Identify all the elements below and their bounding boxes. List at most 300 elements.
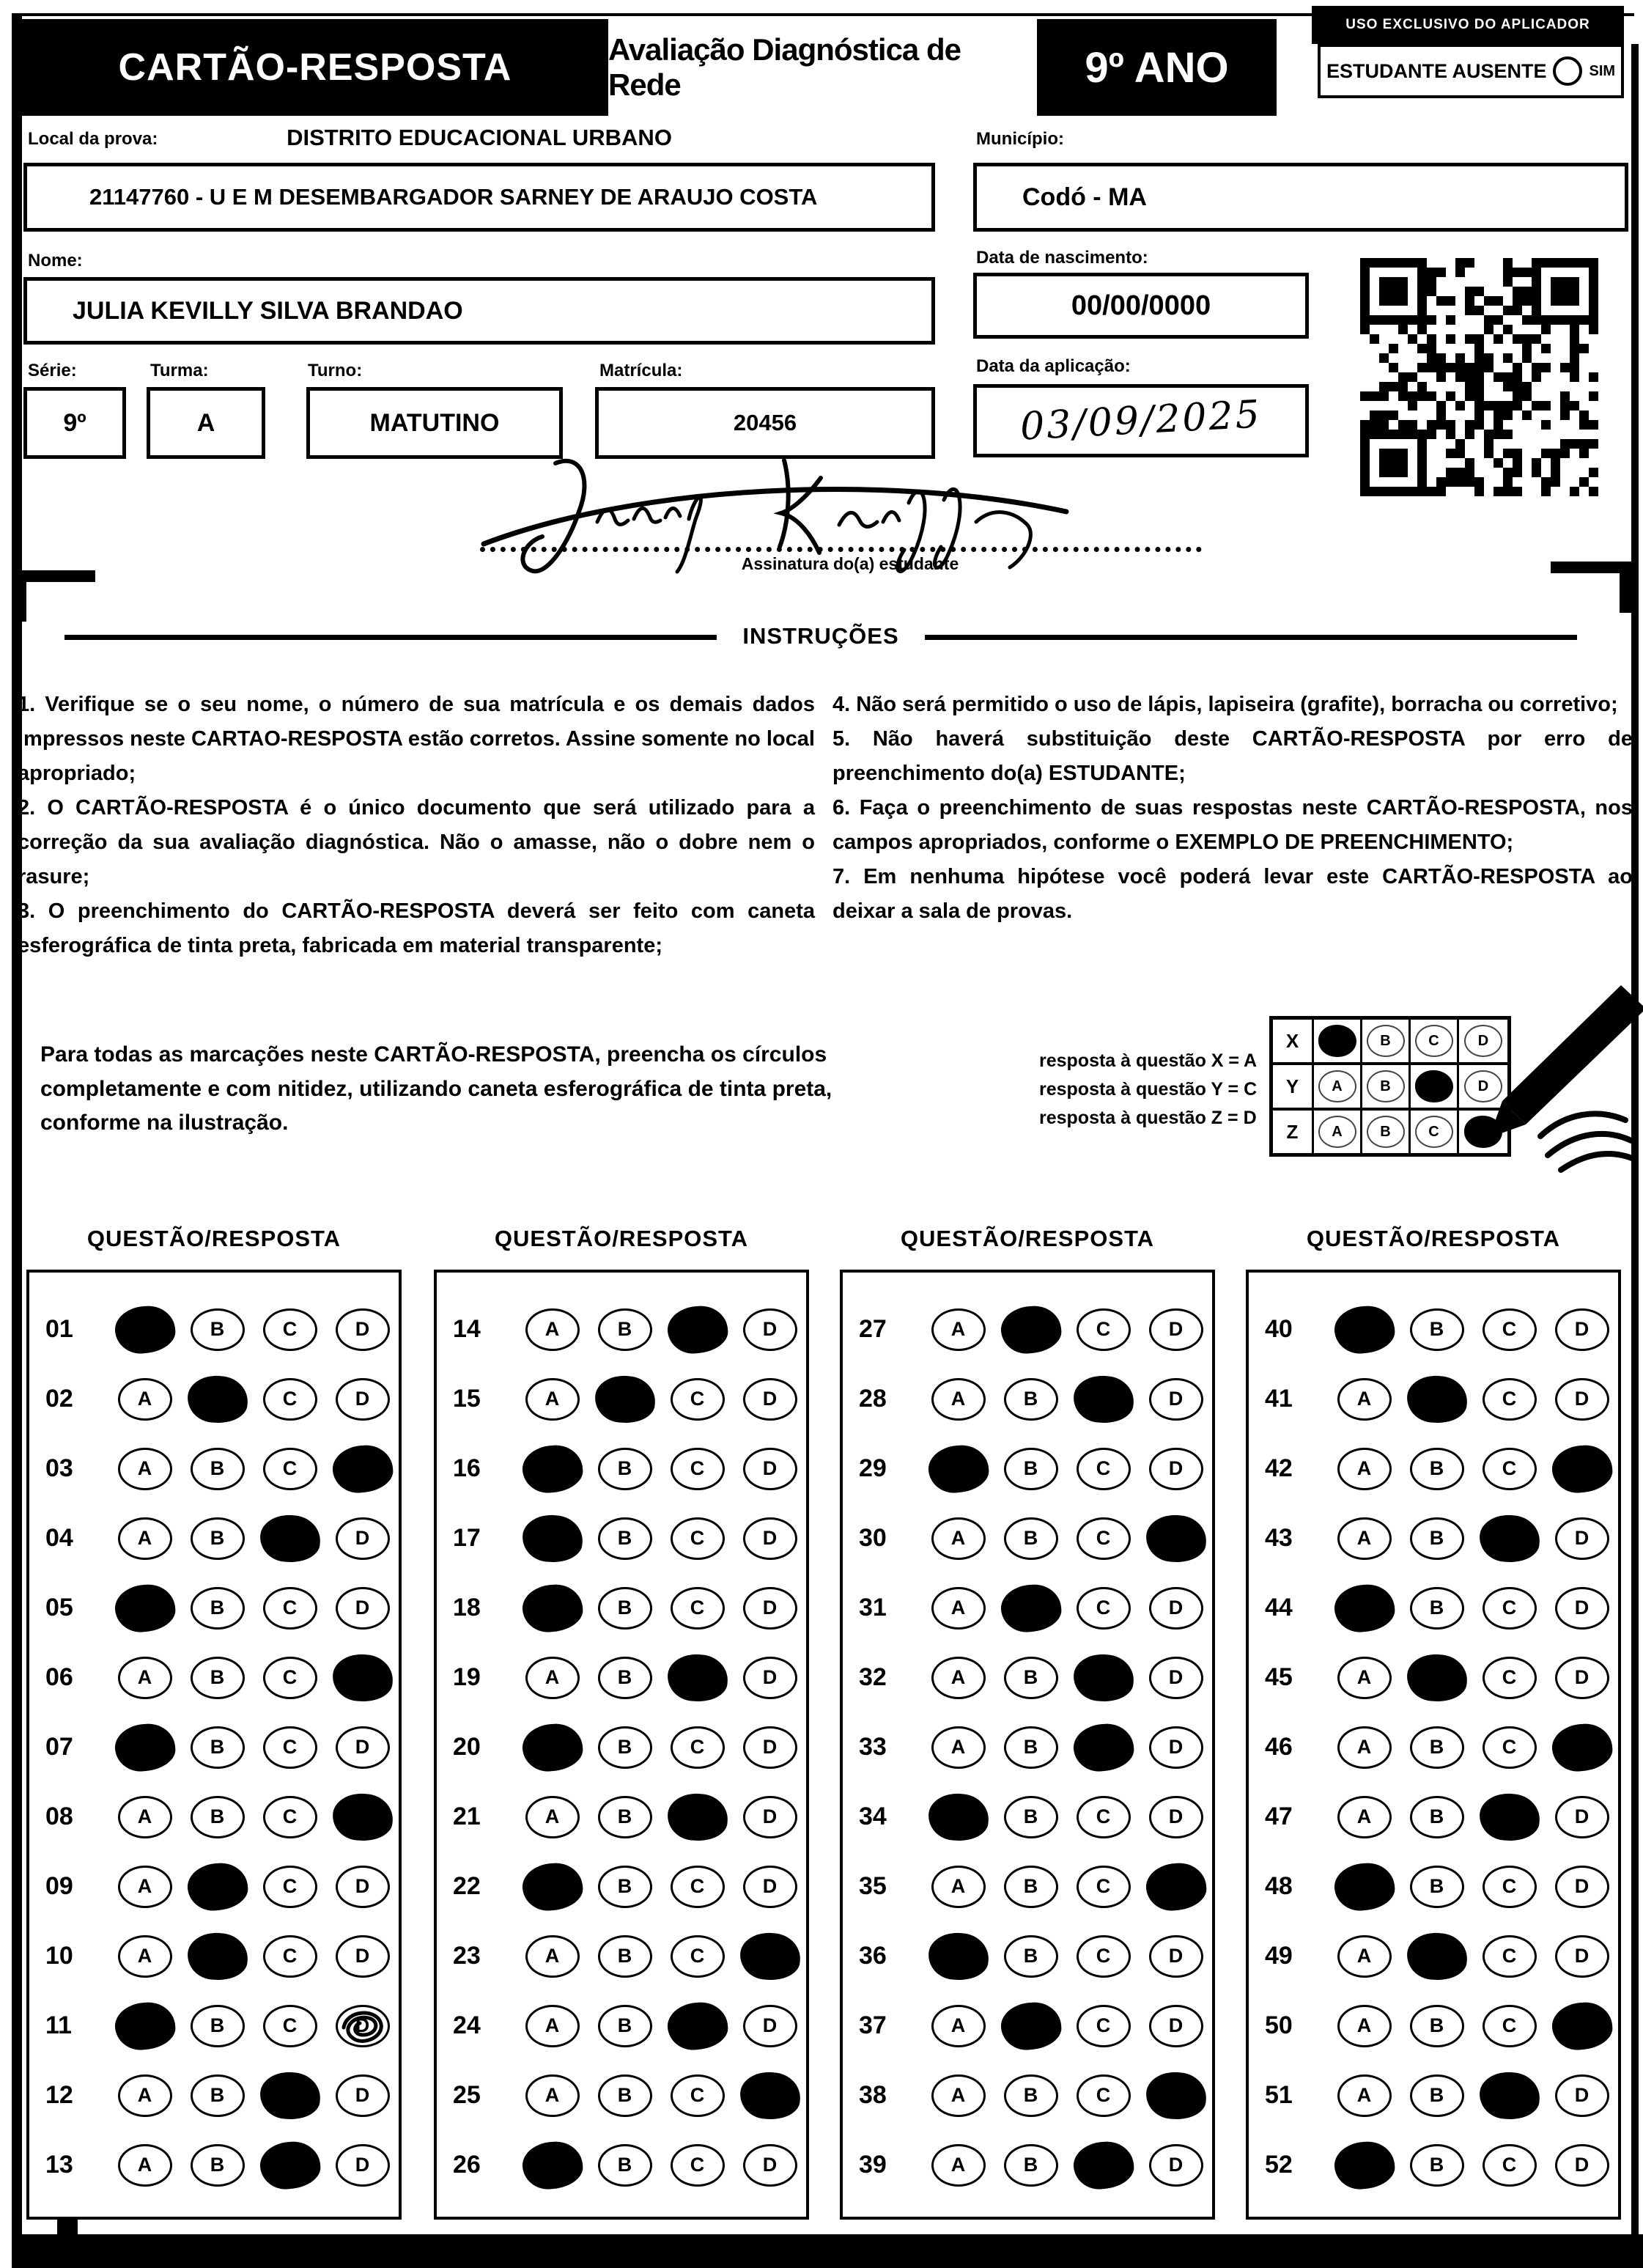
answer-bubble[interactable]: B [1004, 1517, 1058, 1560]
answer-bubble[interactable]: D [1149, 1796, 1203, 1838]
answer-bubble[interactable]: C [263, 1657, 317, 1699]
answer-bubble[interactable]: C [1077, 1308, 1131, 1351]
answer-bubble[interactable]: D [1149, 1587, 1203, 1630]
answer-bubble-filled[interactable] [1405, 1374, 1468, 1425]
answer-bubble[interactable]: C [1483, 2144, 1537, 2187]
answer-option-cell [922, 1866, 994, 1908]
answer-bubble[interactable]: A [525, 1378, 580, 1421]
answer-option-cell [1400, 1654, 1473, 1701]
answer-bubble[interactable]: A [1337, 1657, 1392, 1699]
answer-bubble[interactable]: D [743, 1587, 797, 1630]
answer-option-cell [1067, 2005, 1140, 2047]
answer-bubble[interactable]: B [598, 1726, 652, 1769]
answer-bubble[interactable]: D [1555, 2074, 1609, 2117]
example-bubble: D [1464, 1025, 1502, 1057]
answer-option-cell [516, 1446, 588, 1492]
answer-bubble[interactable]: C [671, 1517, 725, 1560]
answer-bubble-filled[interactable] [738, 2070, 801, 2121]
answer-bubble-filled[interactable] [1477, 1792, 1540, 1843]
answer-bubble[interactable]: C [1077, 2005, 1131, 2047]
answer-bubble-filled[interactable] [331, 1652, 394, 1704]
answer-bubble[interactable]: D [1555, 1587, 1609, 1630]
answer-bubble[interactable]: B [191, 1448, 245, 1490]
answer-bubble[interactable]: C [1483, 1378, 1537, 1421]
answer-option-cell [181, 1448, 254, 1490]
answer-bubble-filled[interactable] [1405, 1652, 1468, 1704]
answer-row [437, 1712, 806, 1782]
answer-option-cell [516, 2005, 588, 2047]
answer-bubble-filled[interactable] [1332, 1582, 1396, 1634]
answer-option-cell [734, 1866, 806, 1908]
corner-mark-left [15, 570, 95, 622]
answer-bubble[interactable]: B [1410, 1866, 1464, 1908]
answer-option-cell [994, 1796, 1067, 1838]
answer-bubble-filled[interactable] [1071, 2139, 1135, 2191]
answer-bubble[interactable]: C [1483, 2005, 1537, 2047]
nascimento-value: 00/00/0000 [1071, 290, 1211, 321]
answer-option-cell [922, 2144, 994, 2187]
answer-bubble[interactable]: A [118, 1517, 172, 1560]
answer-bubble[interactable]: A [118, 1378, 172, 1421]
answer-bubble[interactable]: B [1004, 1378, 1058, 1421]
answer-bubble[interactable]: C [671, 1448, 725, 1490]
answer-option-cell [1328, 2005, 1400, 2047]
answer-row [843, 2061, 1212, 2130]
answer-option-cell [181, 1863, 254, 1910]
answer-option-cell [254, 1378, 326, 1421]
example-grid [1269, 1016, 1511, 1157]
question-number: 40 [1265, 1315, 1293, 1343]
question-number: 03 [45, 1454, 73, 1482]
answer-row [29, 1852, 399, 1921]
answer-bubble-filled[interactable] [331, 1792, 394, 1843]
answer-option-cell [1328, 1378, 1400, 1421]
answer-bubble[interactable]: B [1004, 1726, 1058, 1769]
absent-bubble[interactable] [1553, 56, 1582, 86]
answer-bubble[interactable]: A [118, 1796, 172, 1838]
answer-bubble[interactable]: B [1410, 1448, 1464, 1490]
answer-bubble[interactable]: B [598, 1866, 652, 1908]
answer-bubble[interactable]: A [1337, 1726, 1392, 1769]
answer-bubble[interactable]: B [1410, 1587, 1464, 1630]
answer-bubble-filled[interactable] [999, 1582, 1063, 1634]
answer-bubble[interactable]: D [743, 1308, 797, 1351]
answer-bubble-filled[interactable] [520, 1513, 583, 1564]
answer-bubble[interactable]: D [743, 1378, 797, 1421]
answer-row [843, 1573, 1212, 1643]
answer-bubble[interactable]: B [598, 2074, 652, 2117]
answer-bubble[interactable]: B [1410, 1308, 1464, 1351]
answer-option-cell [1067, 1517, 1140, 1560]
answer-option-cell [1067, 1587, 1140, 1630]
answer-bubble-filled[interactable] [258, 1513, 321, 1564]
answer-bubble[interactable]: B [598, 2005, 652, 2047]
answer-bubble-filled[interactable] [258, 2070, 321, 2121]
question-number: 35 [859, 1872, 887, 1900]
answer-bubble[interactable]: D [336, 1866, 390, 1908]
answer-bubble[interactable]: B [191, 1657, 245, 1699]
answer-bubble-filled[interactable] [1332, 1303, 1396, 1355]
answer-bubble[interactable]: A [931, 1587, 986, 1630]
answer-bubble[interactable]: B [191, 2144, 245, 2187]
example-option-cell [1411, 1111, 1459, 1153]
answer-bubble[interactable]: C [1077, 1587, 1131, 1630]
answer-option-cell [922, 1517, 994, 1560]
answer-bubble[interactable]: B [1410, 1726, 1464, 1769]
question-number: 31 [859, 1594, 887, 1621]
answer-bubble[interactable]: D [1149, 1448, 1203, 1490]
answer-bubble[interactable]: C [1483, 1448, 1537, 1490]
answer-bubble[interactable]: C [671, 2144, 725, 2187]
answer-bubble-filled[interactable] [926, 1443, 990, 1495]
answer-bubble-filled[interactable] [113, 1303, 177, 1355]
answer-bubble[interactable]: C [671, 1726, 725, 1769]
answer-bubble[interactable]: A [931, 1517, 986, 1560]
answer-bubble[interactable]: A [525, 1308, 580, 1351]
answer-bubble[interactable]: A [118, 1448, 172, 1490]
answer-bubble[interactable]: C [1077, 1866, 1131, 1908]
answer-option-cell [994, 1306, 1067, 1353]
answer-bubble-filled[interactable] [1071, 1652, 1134, 1704]
answer-bubble-filled[interactable] [520, 1860, 584, 1912]
answer-bubble-filled[interactable] [113, 2000, 177, 2052]
example-bubble: B [1367, 1025, 1405, 1057]
answer-bubble-filled[interactable] [520, 1721, 584, 1773]
answer-bubble[interactable]: D [743, 2144, 797, 2187]
answer-bubble[interactable]: D [336, 1308, 390, 1351]
answer-bubble[interactable]: A [931, 2005, 986, 2047]
answer-option-cell [1546, 1866, 1618, 1908]
answer-bubble-filled[interactable] [1405, 1931, 1468, 1982]
answer-bubble-filled[interactable] [520, 2139, 584, 2191]
answer-bubble[interactable]: A [525, 2005, 580, 2047]
serie-value: 9º [63, 408, 86, 437]
answer-bubble[interactable]: D [1149, 1935, 1203, 1978]
answer-bubble[interactable]: C [671, 1935, 725, 1978]
answer-bubble[interactable]: D [743, 1866, 797, 1908]
answer-bubble[interactable]: A [525, 1935, 580, 1978]
answer-option-cell [1067, 1308, 1140, 1351]
answer-bubble-filled[interactable] [999, 1303, 1063, 1355]
answer-bubble[interactable]: C [1483, 1726, 1537, 1769]
answer-row [1249, 1852, 1618, 1921]
answer-option-cell [108, 1517, 181, 1560]
answer-bubble-filled[interactable] [1550, 1721, 1614, 1773]
answer-bubble[interactable]: C [263, 1378, 317, 1421]
answer-bubble[interactable]: B [191, 2005, 245, 2047]
answer-bubble[interactable]: C [263, 1935, 317, 1978]
answer-bubble-filled[interactable] [665, 1652, 728, 1704]
answer-bubble[interactable]: D [336, 1587, 390, 1630]
question-number: 11 [45, 2011, 72, 2039]
answer-bubble[interactable]: A [1337, 1796, 1392, 1838]
absent-sim-label: SIM [1589, 62, 1616, 79]
answer-bubble[interactable]: C [263, 1587, 317, 1630]
answer-option-cell [254, 1308, 326, 1351]
answer-bubble[interactable]: B [191, 1308, 245, 1351]
answers-column-header: QUESTÃO/RESPOSTA [900, 1226, 1155, 1251]
answer-bubble-filled[interactable] [593, 1374, 656, 1425]
answer-option-cell [1473, 2005, 1546, 2047]
answer-bubble[interactable]: D [1149, 1308, 1203, 1351]
answer-bubble[interactable]: A [118, 2074, 172, 2117]
answer-option-cell [1400, 1376, 1473, 1423]
answer-bubble[interactable]: A [118, 2144, 172, 2187]
answer-bubble[interactable]: B [1004, 2074, 1058, 2117]
answer-bubble[interactable]: D [336, 1517, 390, 1560]
instructions-title: INSTRUÇÕES [742, 623, 899, 649]
answer-bubble[interactable]: D [1555, 1796, 1609, 1838]
answer-bubble[interactable]: B [191, 1726, 245, 1769]
question-number: 51 [1265, 2081, 1293, 2109]
answer-bubble[interactable]: B [1410, 2144, 1464, 2187]
answer-option-cell [254, 2142, 326, 2189]
answer-bubble-filled[interactable] [1071, 1374, 1134, 1425]
answer-row [843, 1364, 1212, 1434]
answer-bubble[interactable]: A [931, 1726, 986, 1769]
answer-bubble[interactable]: B [1004, 1866, 1058, 1908]
answer-option-cell [1546, 2074, 1618, 2117]
answer-option-cell [588, 1517, 661, 1560]
answer-bubble[interactable]: D [1555, 1866, 1609, 1908]
answer-option-cell [1140, 1796, 1212, 1838]
answer-bubble[interactable]: B [191, 1587, 245, 1630]
answer-bubble[interactable]: D [1555, 1935, 1609, 1978]
answer-option-cell [588, 2144, 661, 2187]
answer-bubble[interactable]: D [336, 1378, 390, 1421]
answer-bubble-filled[interactable] [665, 1303, 729, 1355]
answer-bubble-filled[interactable] [1144, 2070, 1207, 2121]
answer-bubble[interactable]: C [263, 1866, 317, 1908]
answer-bubble[interactable]: A [931, 1308, 986, 1351]
answer-option-cell [181, 1796, 254, 1838]
answer-option-cell [588, 1657, 661, 1699]
answer-bubble[interactable]: B [1004, 1657, 1058, 1699]
answer-bubble[interactable]: B [1004, 1935, 1058, 1978]
turma-box [147, 387, 265, 459]
answer-bubble-filled[interactable] [738, 1931, 801, 1982]
answer-bubble[interactable]: D [1555, 1378, 1609, 1421]
answer-bubble-filled[interactable] [1477, 2070, 1540, 2121]
answer-bubble[interactable]: B [1410, 1517, 1464, 1560]
answer-row [29, 1573, 399, 1643]
answer-bubble[interactable]: A [1337, 1448, 1392, 1490]
answer-bubble[interactable]: A [1337, 2074, 1392, 2117]
answer-bubble[interactable]: B [598, 2144, 652, 2187]
answer-bubble[interactable]: D [1555, 1308, 1609, 1351]
answer-option-cell [922, 1378, 994, 1421]
answer-option-cell [181, 2144, 254, 2187]
answer-bubble[interactable]: A [525, 2074, 580, 2117]
answer-bubble[interactable]: C [1077, 1517, 1131, 1560]
answer-bubble-filled[interactable] [331, 1443, 394, 1495]
answer-bubble-filled[interactable] [1144, 1860, 1208, 1912]
nome-value: JULIA KEVILLY SILVA BRANDAO [73, 296, 463, 325]
answer-bubble-filled[interactable] [1071, 1721, 1135, 1773]
answer-option-cell [1473, 1515, 1546, 1562]
answer-bubble-filled[interactable] [1144, 1513, 1207, 1564]
answer-bubble[interactable]: C [1077, 1796, 1131, 1838]
question-number: 19 [453, 1663, 481, 1691]
question-number: 24 [453, 2011, 481, 2039]
answer-option-cell [1067, 1935, 1140, 1978]
answer-option-cell [516, 1585, 588, 1632]
answer-option-cell [661, 1517, 734, 1560]
answer-option-cell [326, 2074, 399, 2117]
municipio-label: Município: [976, 129, 1064, 149]
answer-bubble[interactable]: C [1483, 1308, 1537, 1351]
answer-option-cell [994, 1866, 1067, 1908]
answer-option-cell [1140, 1657, 1212, 1699]
answer-bubble[interactable]: B [191, 1796, 245, 1838]
answer-bubble-filled[interactable] [1550, 2000, 1614, 2052]
answer-bubble[interactable]: A [118, 1866, 172, 1908]
answer-bubble[interactable]: C [263, 1448, 317, 1490]
answer-option-cell [516, 2074, 588, 2117]
answer-bubble-filled[interactable] [1332, 1860, 1396, 1912]
answer-bubble[interactable]: D [336, 2144, 390, 2187]
answer-bubble[interactable]: D [1149, 2005, 1203, 2047]
answer-bubble[interactable]: B [1410, 1796, 1464, 1838]
answer-bubble[interactable]: A [931, 1657, 986, 1699]
answer-bubble-filled[interactable] [113, 1721, 177, 1773]
aplicacao-label: Data da aplicação: [976, 356, 1131, 376]
answer-bubble[interactable]: C [671, 1866, 725, 1908]
answer-bubble[interactable]: A [525, 1796, 580, 1838]
answer-bubble[interactable]: A [931, 1866, 986, 1908]
answer-bubble[interactable]: C [263, 1726, 317, 1769]
answer-bubble[interactable]: C [1077, 1935, 1131, 1978]
answer-bubble[interactable]: B [1410, 2074, 1464, 2117]
answer-option-cell [1140, 1726, 1212, 1769]
answer-bubble[interactable]: C [671, 1587, 725, 1630]
answer-bubble[interactable]: A [1337, 1378, 1392, 1421]
answer-bubble-filled[interactable] [185, 1374, 248, 1425]
question-number: 49 [1265, 1942, 1293, 1970]
answer-option-cell [326, 1378, 399, 1421]
answer-bubble[interactable]: D [743, 1796, 797, 1838]
answer-bubble[interactable]: B [191, 1517, 245, 1560]
answer-bubble[interactable]: D [743, 1726, 797, 1769]
answer-bubble[interactable]: D [1149, 1726, 1203, 1769]
answer-bubble[interactable]: D [1149, 1378, 1203, 1421]
question-number: 16 [453, 1454, 481, 1482]
answer-bubble[interactable]: A [931, 2074, 986, 2117]
answers-column [840, 1226, 1215, 2220]
answer-bubble[interactable]: A [931, 1378, 986, 1421]
answer-bubble[interactable]: C [1483, 1866, 1537, 1908]
answer-bubble-filled[interactable] [113, 1582, 177, 1634]
answer-bubble-filled[interactable] [1477, 1513, 1540, 1564]
answer-bubble[interactable]: B [1004, 1448, 1058, 1490]
answer-bubble[interactable]: A [118, 1935, 172, 1978]
answer-bubble[interactable]: D [743, 1517, 797, 1560]
answer-bubble-filled[interactable] [520, 1443, 584, 1495]
answer-bubble-filled[interactable] [258, 2139, 322, 2191]
answer-option-cell [516, 1515, 588, 1562]
answer-bubble[interactable]: A [1337, 2005, 1392, 2047]
question-number: 44 [1265, 1594, 1293, 1621]
answer-option-cell [1067, 1376, 1140, 1423]
answer-bubble[interactable]: C [1483, 1587, 1537, 1630]
answer-option-cell [516, 2142, 588, 2189]
answer-bubble[interactable]: C [1077, 1448, 1131, 1490]
answer-bubble[interactable]: A [1337, 1935, 1392, 1978]
answer-bubble-filled[interactable] [999, 2000, 1063, 2052]
answer-bubble[interactable]: B [191, 2074, 245, 2117]
answer-bubble-filled[interactable] [520, 1582, 584, 1634]
answer-bubble-filled[interactable] [665, 1792, 728, 1843]
answer-bubble[interactable]: A [931, 2144, 986, 2187]
question-number: 01 [45, 1315, 73, 1343]
answer-bubble[interactable]: C [1483, 1935, 1537, 1978]
answer-option-cell [922, 1657, 994, 1699]
question-number: 32 [859, 1663, 887, 1691]
answer-bubble[interactable]: B [598, 1796, 652, 1838]
answer-bubble[interactable]: B [598, 1935, 652, 1978]
answer-bubble[interactable]: C [263, 1308, 317, 1351]
answer-bubble[interactable]: B [598, 1448, 652, 1490]
answer-bubble[interactable]: A [118, 1657, 172, 1699]
turno-label: Turno: [308, 361, 363, 380]
answer-bubble[interactable]: B [598, 1587, 652, 1630]
answer-bubble[interactable]: D [1555, 2144, 1609, 2187]
answer-option-cell [922, 2005, 994, 2047]
answer-bubble-filled[interactable] [926, 1931, 989, 1982]
answer-option-cell [254, 1726, 326, 1769]
answer-bubble[interactable]: A [525, 1657, 580, 1699]
answer-bubble[interactable]: B [1004, 2144, 1058, 2187]
answer-bubble[interactable]: C [1483, 1657, 1537, 1699]
answer-bubble[interactable]: C [263, 1796, 317, 1838]
answer-bubble[interactable]: D [1149, 1657, 1203, 1699]
answer-bubble[interactable]: D [743, 2005, 797, 2047]
answer-option-cell [1400, 1308, 1473, 1351]
answer-bubble[interactable]: D [336, 1935, 390, 1978]
answer-bubble[interactable]: D [336, 1726, 390, 1769]
answer-option-cell [922, 2074, 994, 2117]
answer-bubble[interactable]: C [1077, 2074, 1131, 2117]
answer-bubble[interactable]: B [598, 1657, 652, 1699]
answer-bubble-filled[interactable] [665, 2000, 729, 2052]
nome-label: Nome: [28, 251, 83, 270]
answer-bubble[interactable]: D [743, 1657, 797, 1699]
example-question-label: Y [1273, 1065, 1314, 1108]
answer-bubble-filled[interactable] [926, 1792, 989, 1843]
answer-bubble[interactable]: B [1004, 1796, 1058, 1838]
answer-option-cell [734, 1796, 806, 1838]
answer-bubble[interactable]: D [743, 1448, 797, 1490]
answer-bubble[interactable]: D [1149, 2144, 1203, 2187]
answer-bubble-filled[interactable] [1332, 2139, 1396, 2191]
answer-bubble[interactable]: A [1337, 1517, 1392, 1560]
answer-bubble[interactable]: C [671, 1378, 725, 1421]
answer-bubble-filled[interactable] [1550, 1443, 1614, 1495]
answer-bubble[interactable]: D [1555, 1517, 1609, 1560]
answer-bubble[interactable]: D [336, 2074, 390, 2117]
answer-bubble[interactable]: C [263, 2005, 317, 2047]
answer-bubble-filled[interactable] [185, 1860, 249, 1912]
answer-option-cell [254, 2072, 326, 2119]
answer-bubble[interactable]: B [1410, 2005, 1464, 2047]
answer-bubble[interactable]: D [336, 2005, 390, 2047]
instruction-item: 3. O preenchimento do CARTÃO-RESPOSTA deverá ser feito com caneta esferográfica de tinta preta, fabricada em material transparente; [18, 899, 815, 957]
answer-bubble[interactable]: C [671, 2074, 725, 2117]
answer-bubble[interactable]: D [1555, 1657, 1609, 1699]
answer-bubble[interactable]: B [598, 1517, 652, 1560]
answer-bubble[interactable]: B [598, 1308, 652, 1351]
answer-bubble-filled[interactable] [185, 1931, 248, 1982]
